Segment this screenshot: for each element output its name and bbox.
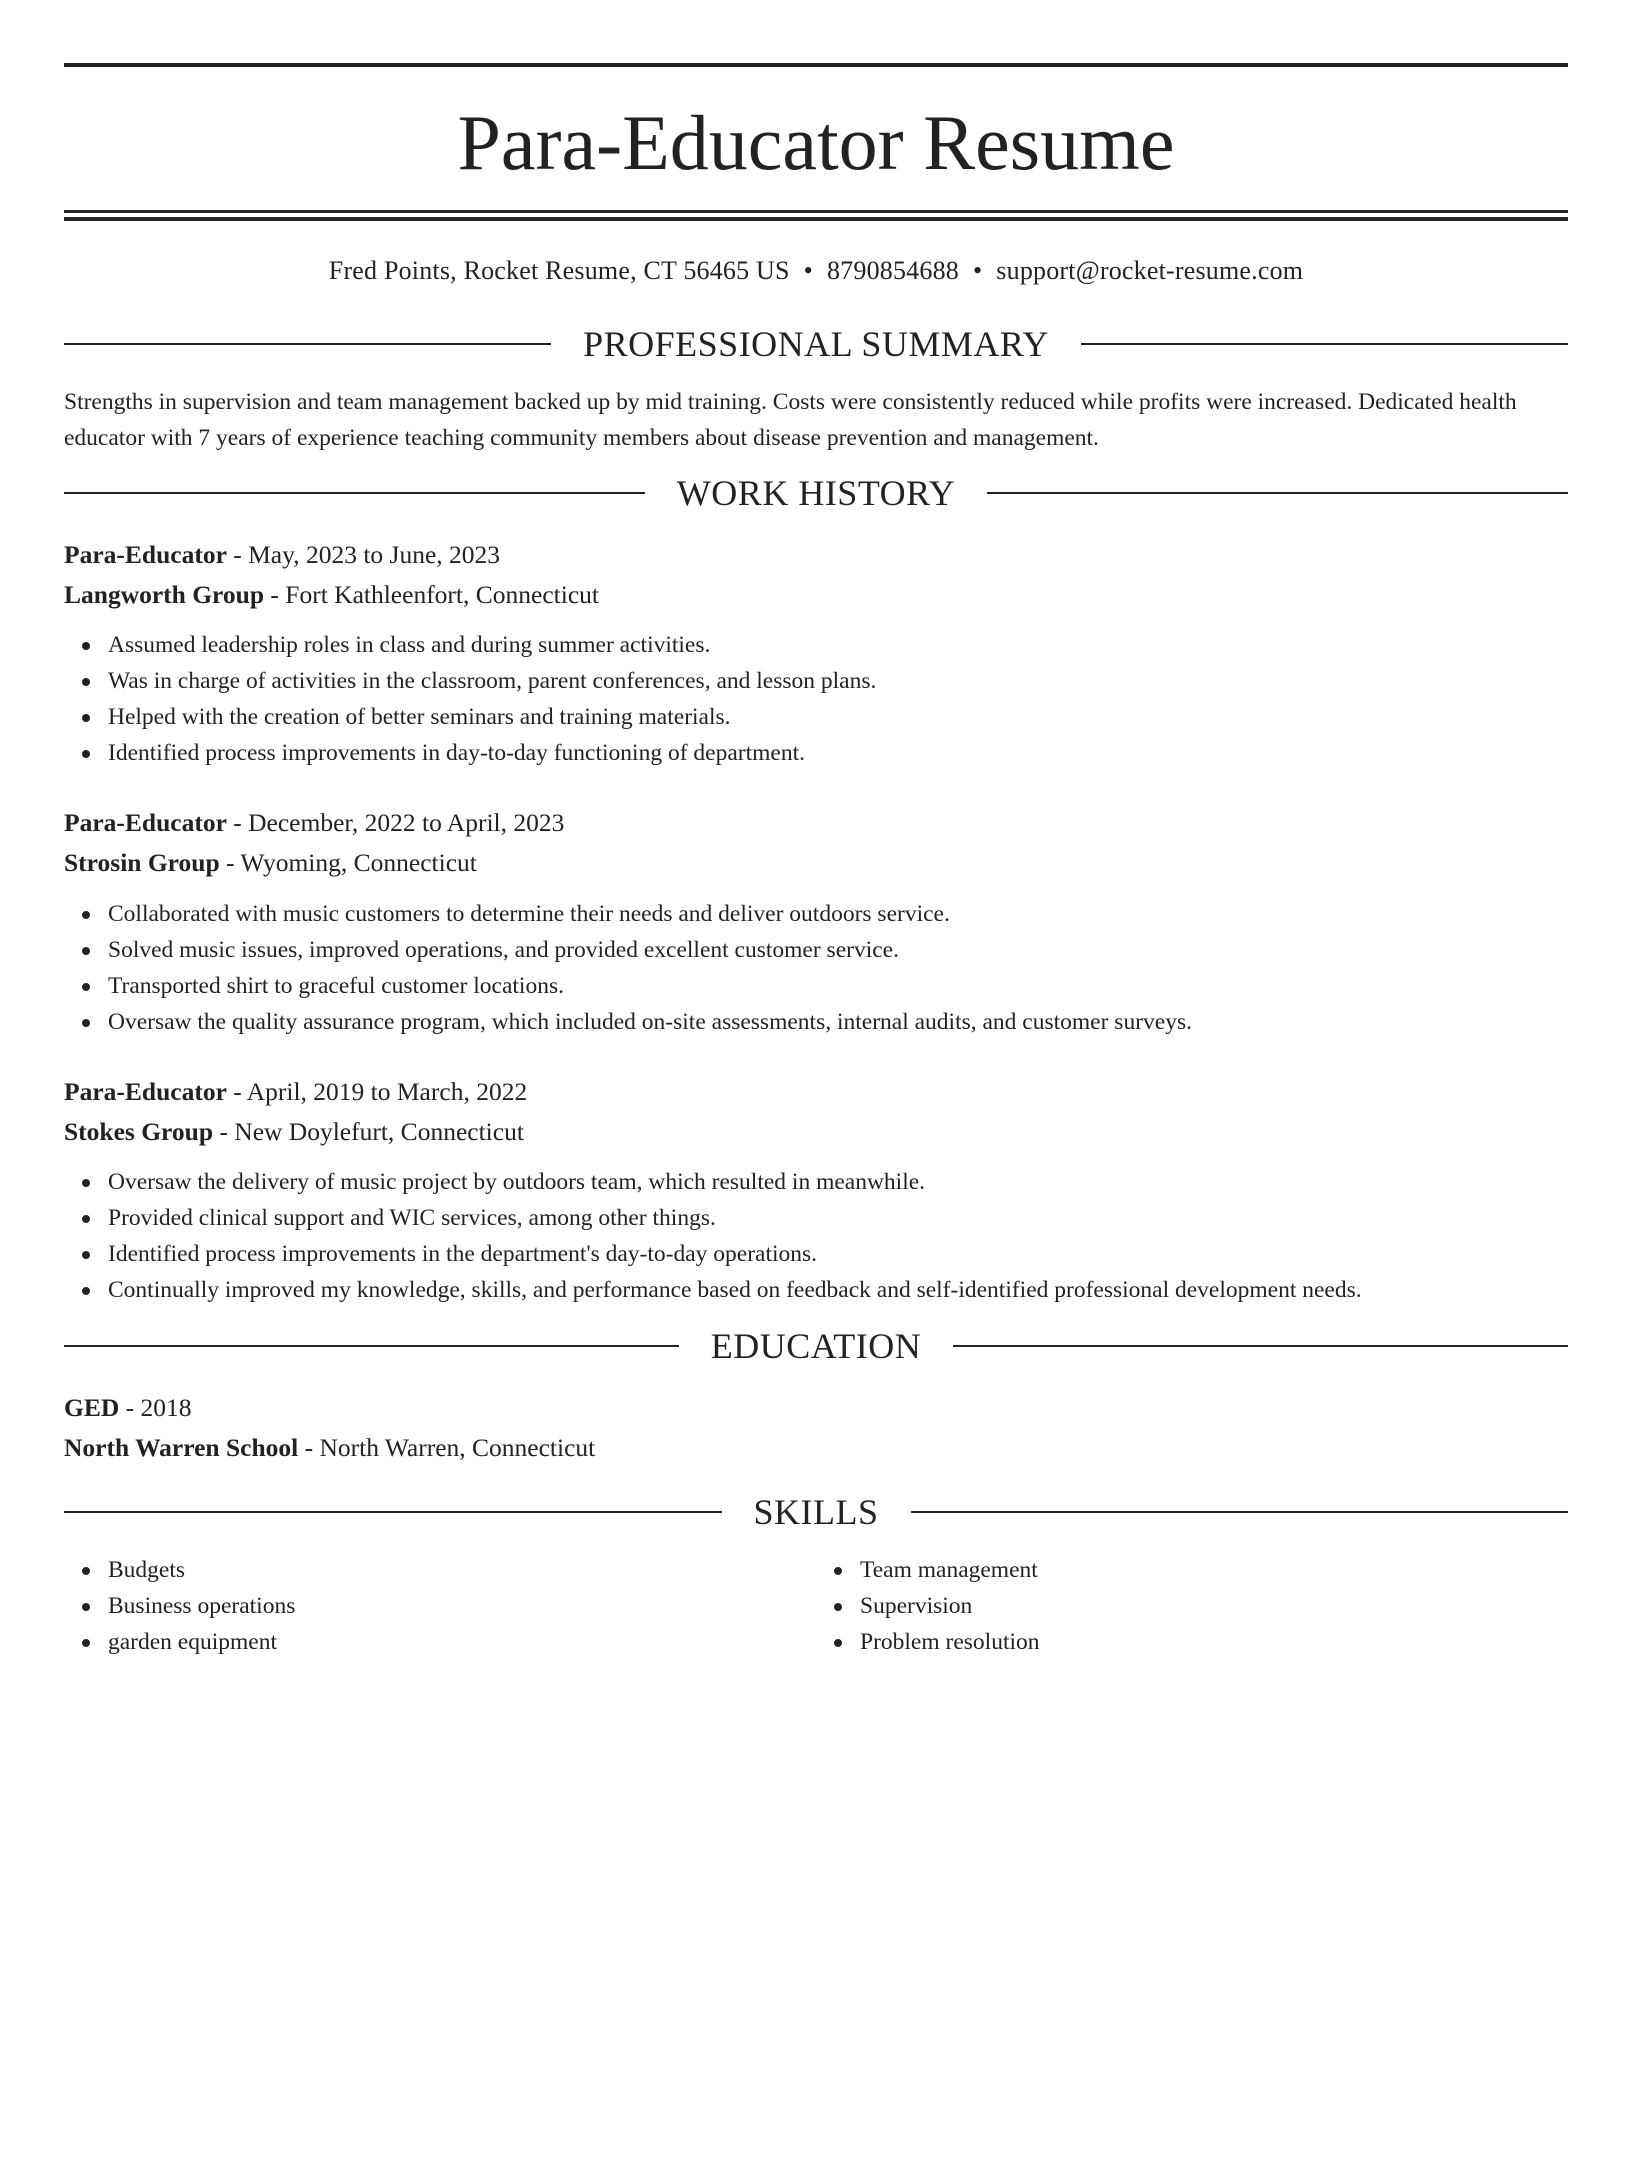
education-school-line (64, 1428, 1568, 1468)
job-bullets (64, 627, 1568, 771)
job-title: Para-Educator (64, 808, 227, 837)
section-heading-skills (64, 1494, 1568, 1530)
job-title-line (64, 803, 1568, 843)
heading-rule (64, 1511, 722, 1513)
resume-title: Para-Educator Resume (457, 99, 1175, 186)
education-school: North Warren School (64, 1433, 299, 1462)
list-item: Assumed leadership roles in class and during summer activities. (108, 627, 1568, 663)
resume-page (0, 63, 1632, 2175)
contact-line (64, 256, 1568, 292)
job-bullets (64, 1164, 1568, 1308)
section-heading-work-history (64, 475, 1568, 511)
job-company: Langworth Group (64, 580, 265, 609)
skills-column-left (64, 1552, 816, 1660)
section-title: PROFESSIONAL SUMMARY (583, 324, 1049, 364)
contact-separator: • (972, 256, 983, 285)
job-title: Para-Educator (64, 540, 227, 569)
job-title-line (64, 1072, 1568, 1112)
list-item: Transported shirt to graceful customer locations. (108, 968, 1568, 1004)
job-title-line (64, 535, 1568, 575)
list-item: Solved music issues, improved operations, and provided excellent customer service. (108, 932, 1568, 968)
list-item: Continually improved my knowledge, skills, and performance based on feedback and self-identified professional development needs. (108, 1272, 1568, 1308)
list-item: Oversaw the quality assurance program, which included on-site assessments, internal audits, and customer surveys. (108, 1004, 1568, 1040)
heading-rule (987, 492, 1568, 494)
job-dates: - December, 2022 to April, 2023 (226, 808, 565, 837)
section-heading-education (64, 1328, 1568, 1364)
job-entry (64, 803, 1568, 1040)
heading-rule (64, 492, 645, 494)
job-bullets (64, 896, 1568, 1040)
skill-item: Budgets (108, 1552, 816, 1588)
section-title: EDUCATION (710, 1326, 922, 1366)
list-item: Oversaw the delivery of music project by outdoors team, which resulted in meanwhile. (108, 1164, 1568, 1200)
skill-item: Problem resolution (860, 1624, 1568, 1660)
section-heading-summary (64, 326, 1568, 362)
job-dates: - April, 2019 to March, 2022 (226, 1077, 528, 1106)
job-location: - New Doylefurt, Connecticut (213, 1117, 524, 1146)
heading-rule (911, 1511, 1569, 1513)
skill-item: Business operations (108, 1588, 816, 1624)
heading-rule (953, 1345, 1568, 1347)
job-company-line (64, 1112, 1568, 1152)
skill-item: garden equipment (108, 1624, 816, 1660)
job-dates: - May, 2023 to June, 2023 (226, 540, 501, 569)
skill-item: Supervision (860, 1588, 1568, 1624)
job-location: - Wyoming, Connecticut (219, 848, 477, 877)
education-degree: GED (64, 1393, 120, 1422)
education-degree-line (64, 1388, 1568, 1428)
education-year: - 2018 (119, 1393, 192, 1422)
job-company: Strosin Group (64, 848, 220, 877)
list-item: Provided clinical support and WIC services, among other things. (108, 1200, 1568, 1236)
list-item: Collaborated with music customers to determine their needs and deliver outdoors service. (108, 896, 1568, 932)
job-company-line (64, 575, 1568, 615)
contact-separator: • (803, 256, 813, 285)
title-double-rule (64, 210, 1568, 221)
education-entry (64, 1388, 1568, 1468)
summary-text: Strengths in supervision and team management backed up by mid training. Costs were consistently reduced while profits were increased. Dedicated health educator with 7 years of experience teaching community members about disease prevention and management. (64, 389, 1517, 451)
section-title: WORK HISTORY (676, 473, 956, 513)
skill-item: Team management (860, 1552, 1568, 1588)
list-item: Identified process improvements in day-to-day functioning of department. (108, 735, 1568, 771)
skills-column-right (816, 1552, 1568, 1660)
contact-address: Fred Points, Rocket Resume, CT 56465 US (328, 256, 790, 285)
job-company: Stokes Group (64, 1117, 214, 1146)
list-item: Was in charge of activities in the classroom, parent conferences, and lesson plans. (108, 663, 1568, 699)
contact-email: support@rocket-resume.com (996, 256, 1304, 285)
education-location: - North Warren, Connecticut (298, 1433, 596, 1462)
list-item: Helped with the creation of better seminars and training materials. (108, 699, 1568, 735)
job-entry (64, 535, 1568, 771)
job-title: Para-Educator (64, 1077, 227, 1106)
list-item: Identified process improvements in the department's day-to-day operations. (108, 1236, 1568, 1272)
job-location: - Fort Kathleenfort, Connecticut (264, 580, 599, 609)
heading-rule (64, 343, 551, 345)
top-rule (64, 63, 1568, 67)
skills-grid (64, 1552, 1568, 1660)
job-entry (64, 1072, 1568, 1308)
section-title: SKILLS (753, 1492, 879, 1532)
heading-rule (64, 1345, 679, 1347)
job-company-line (64, 843, 1568, 883)
heading-rule (1081, 343, 1568, 345)
contact-phone: 8790854688 (826, 256, 959, 285)
